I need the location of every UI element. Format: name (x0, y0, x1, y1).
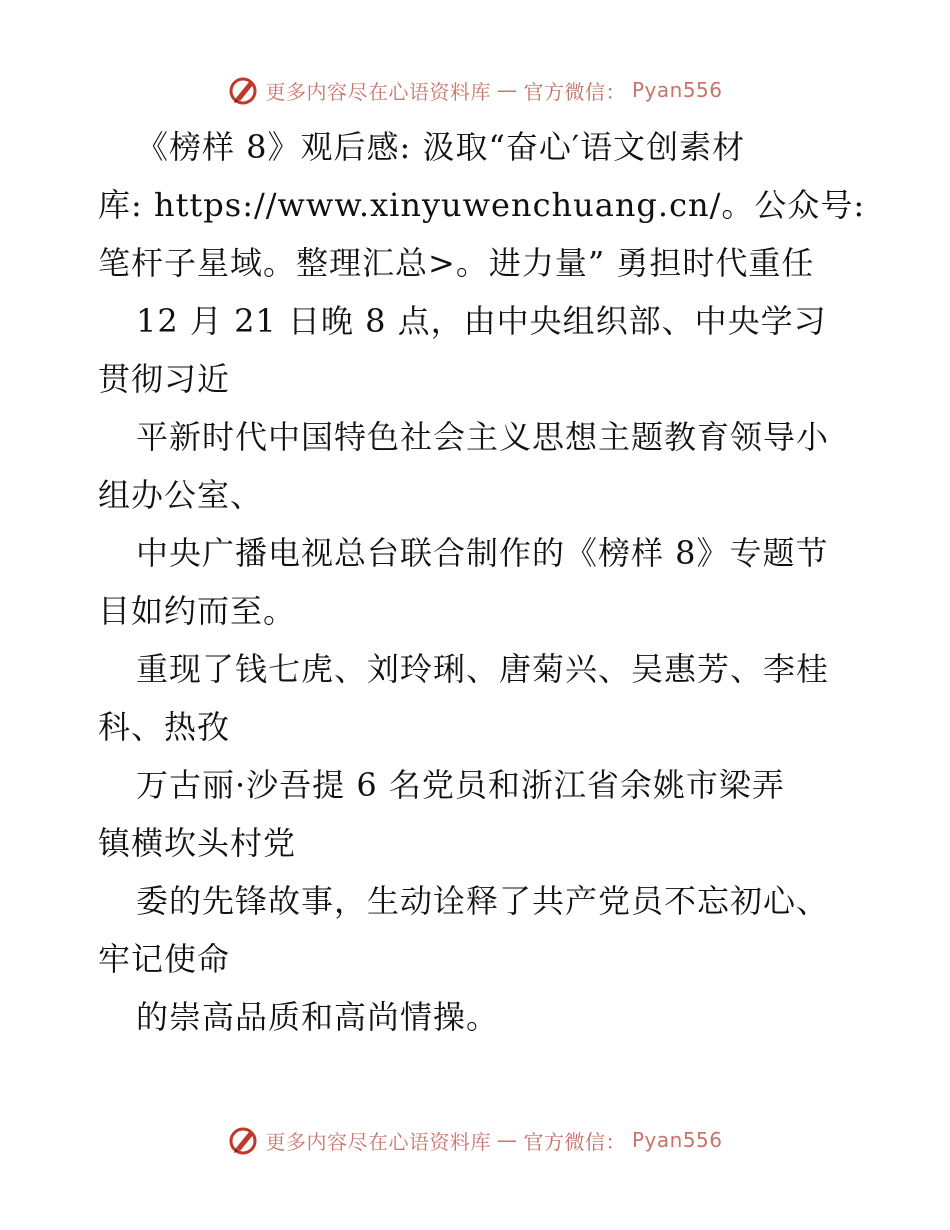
document-body (98, 118, 868, 1046)
document-line: 牢记使命 (98, 940, 231, 978)
header-banner-separator: — (496, 78, 518, 102)
footer-banner (0, 1120, 950, 1160)
pen-circle-logo-icon (227, 74, 259, 106)
pen-circle-logo-icon (227, 1124, 259, 1156)
header-banner (0, 70, 950, 110)
document-line: 贯彻习近 (98, 360, 231, 398)
footer-banner-text: 更多内容尽在心语资料库 (265, 1129, 491, 1154)
document-line: 镇横坎头村党 (98, 824, 297, 862)
header-banner-text: 更多内容尽在心语资料库 (265, 79, 491, 104)
document-line: 目如约而至。 (98, 592, 297, 630)
footer-wechat-label: 官方微信： (523, 1129, 626, 1154)
footer-wechat-id: Pyan556 (631, 1128, 723, 1152)
footer-banner-separator: — (496, 1128, 518, 1152)
document-line: 科、热孜 (98, 708, 231, 746)
document-line: 库: https://www.xinyuwenchuang.cn/。公众号: (98, 186, 866, 224)
document-line: 中央广播电视总台联合制作的《榜样 8》专题节 (136, 534, 829, 572)
document-line: 笔杆子星域。整理汇总>。进力量” 勇担时代重任 (98, 244, 815, 282)
header-wechat-label: 官方微信： (523, 79, 626, 104)
document-line: 重现了钱七虎、刘玲琍、唐菊兴、吴惠芳、李桂 (136, 650, 830, 688)
document-line: 平新时代中国特色社会主义思想主题教育领导小 (136, 418, 830, 456)
header-banner-content (227, 74, 722, 106)
document-line: 万古丽·沙吾提 6 名党员和浙江省余姚市梁弄 (136, 766, 785, 804)
document-line: 组办公室、 (98, 476, 264, 514)
document-line: 的崇高品质和高尚情操。 (136, 998, 500, 1036)
document-line: 《榜样 8》观后感: 汲取“奋心′语文创素材 (136, 128, 746, 166)
header-wechat-id: Pyan556 (631, 78, 723, 102)
document-line: 12 月 21 日晚 8 点，由中央组织部、中央学习 (136, 302, 827, 340)
footer-banner-content (227, 1124, 722, 1156)
document-line: 委的先锋故事，生动诠释了共产党员不忘初心、 (136, 882, 830, 920)
